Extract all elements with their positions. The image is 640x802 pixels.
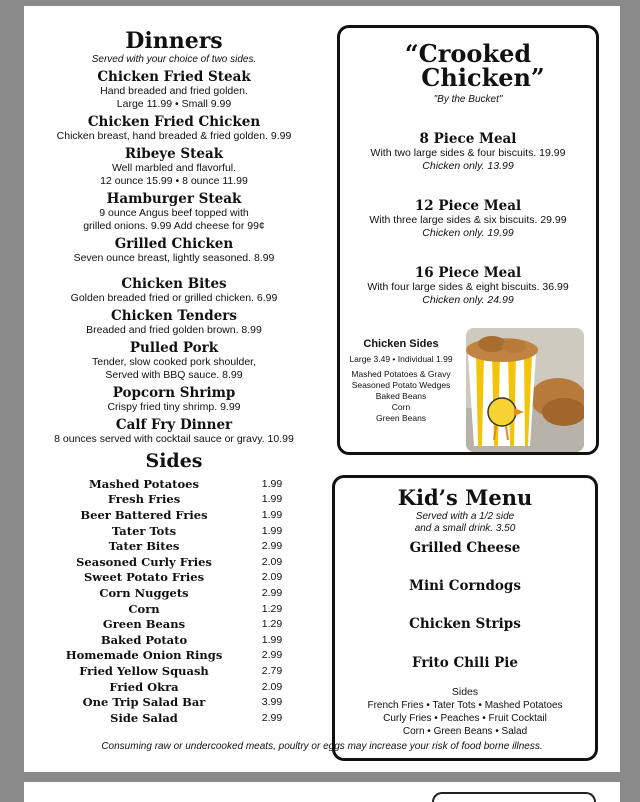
side-row	[54, 710, 294, 726]
meal-16-piece	[340, 265, 596, 307]
side-name: Green Beans	[102, 617, 186, 632]
side-name: Tater Tots	[111, 523, 177, 538]
dinner-item-name: Popcorn Shrimp	[112, 385, 236, 401]
side-price: 2.09	[261, 555, 283, 568]
dinner-item-desc: Golden breaded fried or grilled chicken. 6.99	[70, 292, 278, 304]
side-name: Fried Yellow Squash	[79, 663, 209, 678]
chicken-side-item: Seasoned Potato Wedges	[351, 380, 451, 390]
dinners-subtitle: Served with your choice of two sides.	[91, 54, 257, 65]
dinner-item-desc: grilled onions. 9.99 Add cheese for 99¢	[83, 220, 265, 232]
side-row	[54, 694, 294, 710]
side-row	[54, 601, 294, 617]
kids-item: Frito Chili Pie	[411, 655, 519, 671]
side-price: 2.09	[261, 571, 283, 584]
dinner-item-desc: 9 ounce Angus beef topped with	[99, 207, 249, 219]
side-row	[54, 492, 294, 508]
kids-sides-line: French Fries • Tater Tots • Mashed Potatoes	[367, 700, 563, 711]
side-row	[54, 585, 294, 601]
side-name: Corn Nuggets	[99, 585, 189, 600]
meal-name: 8 Piece Meal	[419, 131, 517, 147]
dinner-item-name: Hamburger Steak	[106, 191, 242, 207]
side-row	[54, 616, 294, 632]
dinner-item-desc: 12 ounce 15.99 • 8 ounce 11.99	[100, 175, 248, 187]
meal-desc: With four large sides & eight biscuits. 36.99	[367, 281, 569, 293]
side-price: 1.99	[261, 633, 283, 646]
dinner-item-name: Chicken Tenders	[110, 308, 237, 324]
side-name: One Trip Salad Bar	[82, 695, 206, 710]
side-price: 1.99	[261, 477, 283, 490]
kids-sides-title: Sides	[451, 686, 479, 698]
side-price: 1.29	[261, 618, 283, 631]
side-name: Beer Battered Fries	[80, 507, 208, 522]
crooked-chicken-title-line1: “Crooked	[404, 39, 532, 68]
meal-name: 12 Piece Meal	[414, 198, 522, 214]
dinner-item-desc: Hand breaded and fried golden.	[100, 85, 248, 97]
meal-desc: With three large sides & six biscuits. 29.99	[369, 214, 567, 226]
dinners-section	[54, 28, 294, 726]
side-name: Seasoned Curly Fries	[76, 554, 212, 569]
dinner-item-desc: Tender, slow cooked pork shoulder,	[91, 356, 257, 368]
dinner-item-desc: Crispy fried tiny shrimp. 9.99	[107, 401, 241, 413]
dinner-item-desc: Well marbled and flavorful.	[111, 162, 237, 174]
meal-8-piece	[340, 131, 596, 173]
dinner-item-desc: Chicken breast, hand breaded & fried golden. 9.99	[56, 130, 292, 142]
side-name: Fried Okra	[109, 679, 179, 694]
meal-chicken-only: Chicken only. 13.99	[422, 160, 514, 172]
kids-sides-line: Corn • Green Beans • Salad	[402, 726, 528, 737]
next-page-edge	[24, 782, 620, 802]
meal-chicken-only: Chicken only. 24.99	[422, 294, 514, 306]
dinner-item-name: Chicken Bites	[121, 276, 227, 292]
side-name: Side Salad	[110, 710, 178, 725]
side-row	[54, 679, 294, 695]
side-row	[54, 507, 294, 523]
dinner-item-desc: Seven ounce breast, lightly seasoned. 8.99	[73, 252, 275, 264]
chicken-sides-list	[346, 369, 456, 424]
kids-item: Mini Corndogs	[409, 578, 521, 594]
side-row	[54, 632, 294, 648]
dinner-item	[54, 191, 294, 233]
meal-desc: With two large sides & four biscuits. 19.99	[370, 147, 566, 159]
chicken-side-item: Corn	[391, 402, 411, 412]
dinner-item-name: Calf Fry Dinner	[115, 417, 233, 433]
chicken-sides-title: Chicken Sides	[363, 338, 439, 350]
dinner-item-desc: 8 ounces served with cocktail sauce or gravy. 10.99	[54, 433, 294, 445]
food-safety-disclaimer: Consuming raw or undercooked meats, poultry or eggs may increase your risk of food borne illness.	[101, 741, 543, 752]
chicken-side-item: Green Beans	[375, 413, 427, 423]
menu-page	[24, 6, 620, 772]
chicken-side-item: Mashed Potatoes & Gravy	[351, 369, 451, 379]
crooked-chicken-tagline: "By the Bucket"	[433, 94, 503, 105]
chicken-bucket-photo	[466, 328, 584, 452]
dinner-item-name: Pulled Pork	[129, 340, 219, 356]
side-price: 1.99	[261, 524, 283, 537]
side-price: 2.99	[261, 649, 283, 662]
dinner-item	[54, 340, 294, 382]
side-price: 1.99	[261, 493, 283, 506]
dinner-item-name: Chicken Fried Chicken	[87, 114, 261, 130]
chicken-sides-prices: Large 3.49 • Individual 1.99	[349, 354, 453, 364]
dinner-item-name: Grilled Chicken	[114, 236, 234, 252]
side-price: 2.99	[261, 586, 283, 599]
dinner-item	[54, 146, 294, 188]
dinner-item-name: Chicken Fried Steak	[97, 69, 251, 85]
side-row	[54, 476, 294, 492]
side-name: Fresh Fries	[107, 492, 181, 507]
dinner-item	[54, 114, 294, 143]
side-row	[54, 523, 294, 539]
kids-sub-line2: and a small drink. 3.50	[414, 523, 516, 534]
kids-item: Grilled Cheese	[409, 540, 521, 556]
crooked-chicken-title	[340, 39, 596, 92]
dinner-item	[54, 276, 294, 305]
dinners-title: Dinners	[125, 28, 223, 54]
dinner-item-desc: Breaded and fried golden brown. 8.99	[86, 324, 262, 336]
dinner-item	[54, 417, 294, 446]
kids-menu-subtitle	[335, 511, 595, 535]
dinner-item	[54, 69, 294, 111]
side-name: Mashed Potatoes	[89, 476, 199, 491]
meal-name: 16 Piece Meal	[414, 265, 522, 281]
side-row	[54, 538, 294, 554]
side-price: 3.99	[261, 696, 283, 709]
sides-title: Sides	[145, 450, 203, 472]
kids-sub-line1: Served with a 1/2 side	[415, 511, 515, 522]
dinner-item-name: Ribeye Steak	[124, 146, 224, 162]
kids-menu-title: Kid’s Menu	[397, 485, 533, 510]
side-price: 1.29	[261, 602, 283, 615]
kids-sides-line: Curly Fries • Peaches • Fruit Cocktail	[383, 713, 547, 724]
crooked-chicken-box	[337, 25, 599, 455]
side-row	[54, 648, 294, 664]
kids-sides	[335, 686, 595, 738]
meal-chicken-only: Chicken only. 19.99	[422, 227, 514, 239]
chicken-bucket-illustration	[466, 328, 584, 452]
dinner-item	[54, 236, 294, 265]
side-row	[54, 554, 294, 570]
side-price: 1.99	[261, 508, 283, 521]
dinner-item-desc: Large 11.99 • Small 9.99	[116, 98, 232, 110]
side-row	[54, 570, 294, 586]
side-price: 2.79	[261, 664, 283, 677]
chicken-side-item: Baked Beans	[375, 391, 427, 401]
kids-menu-box	[332, 475, 598, 761]
kids-item: Chicken Strips	[409, 616, 521, 632]
side-price: 2.09	[261, 680, 283, 693]
chicken-sides	[346, 338, 456, 424]
side-name: Tater Bites	[108, 539, 180, 554]
dinner-item	[54, 385, 294, 414]
sides-list	[54, 476, 294, 726]
side-price: 2.99	[261, 540, 283, 553]
dinner-list	[54, 69, 294, 446]
dinner-item-desc: Served with BBQ sauce. 8.99	[105, 369, 243, 381]
side-price: 2.99	[261, 711, 283, 724]
meal-12-piece	[340, 198, 596, 240]
next-page-box-edge	[432, 792, 596, 802]
side-name: Homemade Onion Rings	[65, 648, 223, 663]
crooked-chicken-title-line2: Chicken”	[421, 63, 545, 92]
dinner-item	[54, 308, 294, 337]
side-name: Baked Potato	[100, 632, 188, 647]
side-name: Corn	[128, 601, 160, 616]
side-row	[54, 663, 294, 679]
side-name: Sweet Potato Fries	[83, 570, 205, 585]
